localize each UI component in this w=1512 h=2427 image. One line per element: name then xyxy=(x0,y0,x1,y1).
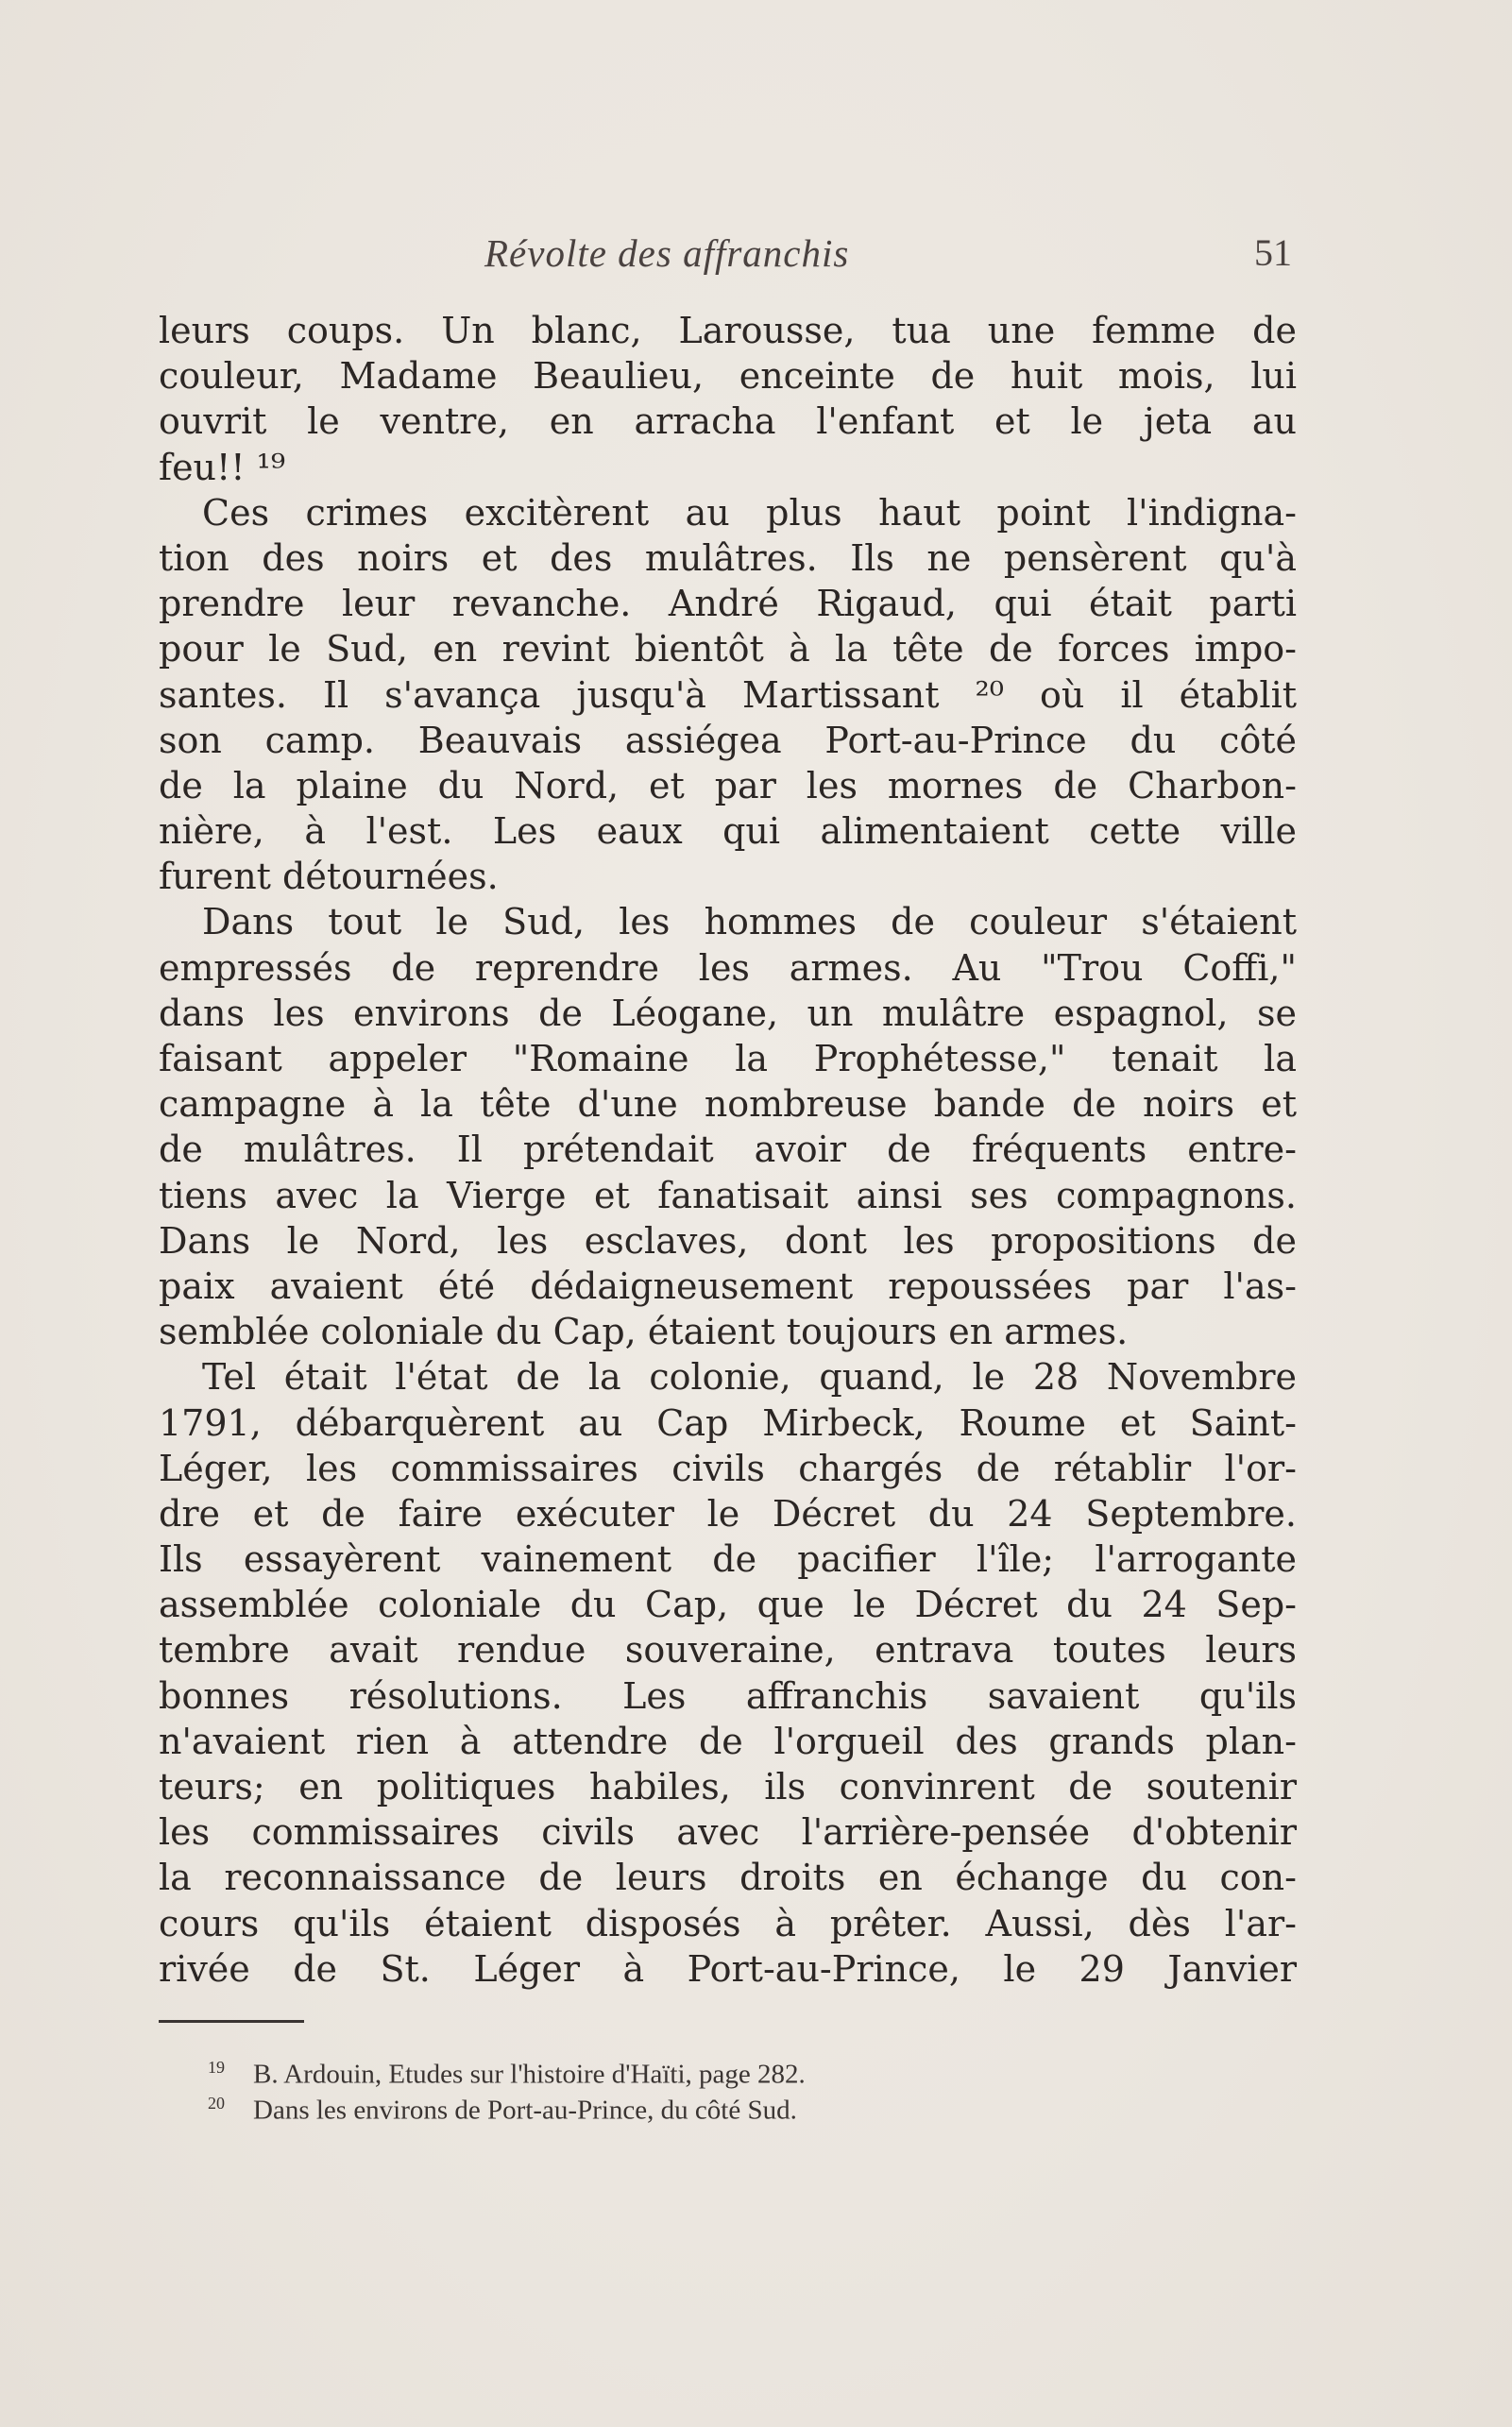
text-line: de mulâtres. Il prétendait avoir de fréquents entre- xyxy=(159,1129,1297,1171)
text-line: Dans le Nord, les esclaves, dont les propositions de xyxy=(159,1219,1297,1262)
footnote-text: Dans les environs de Port-au-Prince, du côté Sud. xyxy=(253,2095,797,2126)
text-line: bonnes résolutions. Les affranchis savaient qu'ils xyxy=(159,1674,1297,1717)
text-line: n'avaient rien à attendre de l'orgueil des grands plan- xyxy=(159,1720,1297,1762)
text-line: feu!! ¹⁹ xyxy=(159,446,286,488)
text-line: nière, à l'est. Les eaux qui alimentaient cette ville xyxy=(159,810,1297,853)
text-line: faisant appeler "Romaine la Prophétesse," tenait la xyxy=(159,1038,1297,1079)
text-line: Tel était l'état de la colonie, quand, le 28 Novembre xyxy=(202,1356,1297,1399)
text-line: semblée coloniale du Cap, étaient toujours en armes. xyxy=(159,1311,1129,1353)
text-line: Dans tout le Sud, les hommes de couleur s'étaient xyxy=(202,901,1297,943)
text-line: rivée de St. Léger à Port-au-Prince, le 29 Janvier xyxy=(159,1947,1297,1990)
footnotes xyxy=(208,2049,1199,2126)
text-line: dre et de faire exécuter le Décret du 24 Septembre. xyxy=(159,1492,1297,1535)
text-line: dans les environs de Léogane, un mulâtre espagnol, se xyxy=(159,992,1297,1034)
text-line: les commissaires civils avec l'arrière-pensée d'obtenir xyxy=(159,1811,1297,1854)
text-line: teurs; en politiques habiles, ils convinrent de soutenir xyxy=(159,1766,1297,1808)
text-line: couleur, Madame Beaulieu, enceinte de huit mois, lui xyxy=(159,355,1297,398)
page-header xyxy=(159,230,1292,287)
footnote-19 xyxy=(208,2049,1199,2090)
text-line: leurs coups. Un blanc, Larousse, tua une femme de xyxy=(159,310,1297,351)
text-line: la reconnaissance de leurs droits en échange du con- xyxy=(159,1857,1297,1899)
text-line: furent détournées. xyxy=(159,856,499,898)
page-number: 51 xyxy=(1254,231,1292,274)
footnote-text: B. Ardouin, Etudes sur l'histoire d'Haïti, page 282. xyxy=(253,2059,806,2090)
footnote-20 xyxy=(208,2085,1199,2126)
text-line: paix avaient été dédaigneusement repoussées par l'as- xyxy=(159,1264,1297,1307)
text-line: cours qu'ils étaient disposés à prêter. Aussi, dès l'ar- xyxy=(159,1902,1297,1944)
text-line: son camp. Beauvais assiégea Port-au-Prince du côté xyxy=(159,719,1297,761)
text-line: tembre avait rendue souveraine, entrava toutes leurs xyxy=(159,1629,1297,1672)
text-line: pour le Sud, en revint bientôt à la tête de forces impo- xyxy=(159,628,1297,670)
footnote-mark: 19 xyxy=(208,2058,225,2077)
footnote-rule xyxy=(159,2020,304,2023)
text-line: campagne à la tête d'une nombreuse bande de noirs et xyxy=(159,1083,1297,1126)
running-title: Révolte des affranchis xyxy=(484,231,850,275)
text-line: ouvrit le ventre, en arracha l'enfant et le jeta au xyxy=(159,400,1297,443)
text-line: prendre leur revanche. André Rigaud, qui était parti xyxy=(159,583,1297,625)
body-text xyxy=(159,308,1297,1992)
text-line: 1791, débarquèrent au Cap Mirbeck, Roume et Saint- xyxy=(159,1401,1297,1444)
text-line: Ils essayèrent vainement de pacifier l'île; l'arrogante xyxy=(159,1538,1297,1581)
text-line: Léger, les commissaires civils chargés de rétablir l'or- xyxy=(159,1447,1297,1489)
text-line: assemblée coloniale du Cap, que le Décret du 24 Sep- xyxy=(159,1584,1297,1626)
text-line: de la plaine du Nord, et par les mornes de Charbon- xyxy=(159,764,1297,806)
text-line: tion des noirs et des mulâtres. Ils ne pensèrent qu'à xyxy=(159,536,1297,579)
footnote-mark: 20 xyxy=(208,2094,225,2113)
text-line: santes. Il s'avança jusqu'à Martissant ²⁰ où il établit xyxy=(159,673,1297,716)
text-line: Ces crimes excitèrent au plus haut point l'indigna- xyxy=(202,491,1297,534)
text-line: empressés de reprendre les armes. Au "Trou Coffi," xyxy=(159,946,1297,989)
text-line: tiens avec la Vierge et fanatisait ainsi ses compagnons. xyxy=(159,1174,1297,1216)
